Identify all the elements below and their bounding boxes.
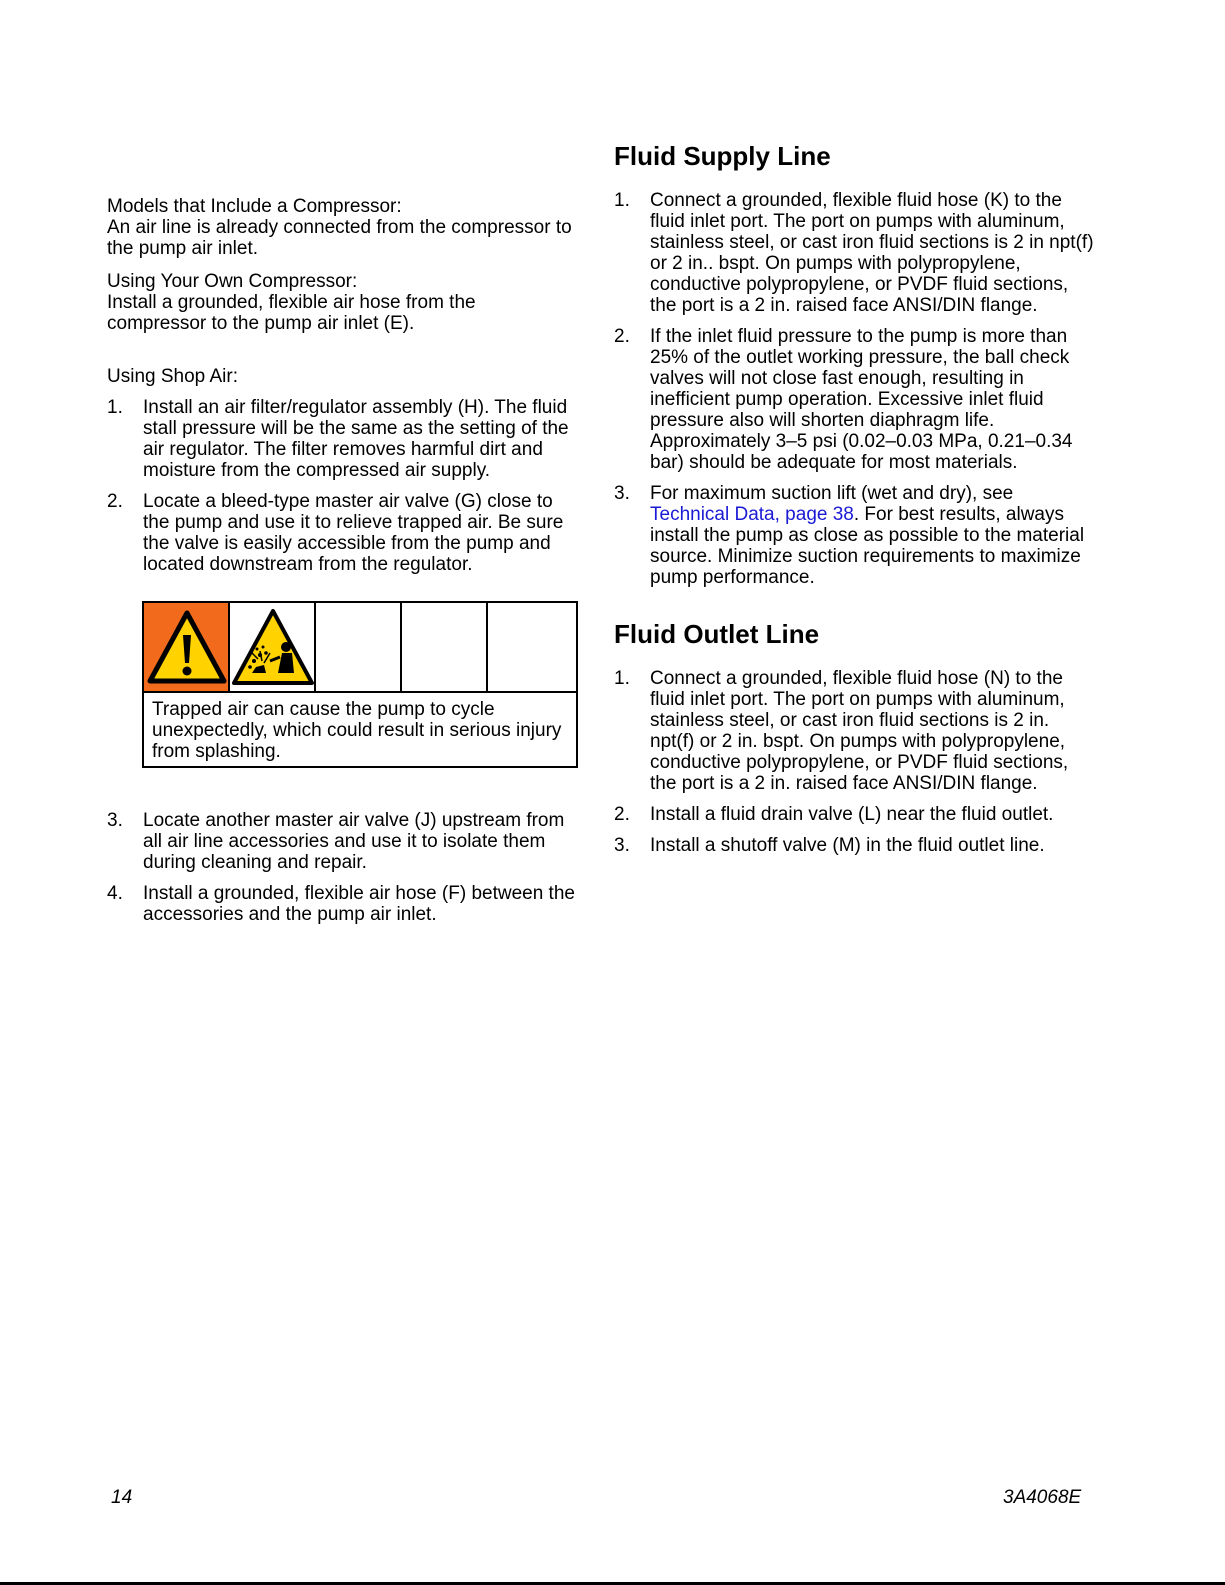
technical-data-link[interactable]: Technical Data, page 38 — [650, 504, 854, 525]
warning-box — [142, 601, 578, 768]
shop-air-heading: Using Shop Air — [107, 366, 233, 387]
list-item: 3. Locate another master air valve (J) upstream from all air line accessories and use it to isolate them during cleaning and repair. — [107, 810, 565, 873]
empty-symbol-cell — [488, 603, 576, 691]
fluid-outlet-heading: Fluid Outlet Line — [614, 619, 820, 649]
list-item: 1. Connect a grounded, flexible fluid hose (K) to the fluid inlet port. The port on pumps with aluminum, stainless steel, or cast iron fluid sections is 2 in npt(f) or 2 in.. bspt. On pumps with polypropylene, conductive polypropylene, or PVDF fluid sections, the port is a 2 in. raised face ANSI/DIN flange. — [614, 190, 1094, 316]
document-number: 3A4068E — [1003, 1487, 1082, 1508]
models-heading: Models that Include a Compressor — [107, 196, 397, 217]
fluid-supply-heading: Fluid Supply Line — [614, 141, 831, 171]
own-compressor-section: Using Your Own Compressor: Install a grounded, flexible air hose from the compressor to the pump air inlet (E). — [107, 271, 577, 334]
shop-air-steps-continued — [107, 810, 577, 925]
models-text: An air line is already connected from the compressor to the pump air inlet. — [107, 217, 572, 259]
fluid-outlet-steps — [614, 668, 1094, 856]
shop-air-steps — [107, 397, 577, 575]
list-item: 2. Locate a bleed-type master air valve (G) close to the pump and use it to relieve trapped air. Be sure the valve is easily accessible from the pump and located downstream from the regulator. — [107, 491, 564, 575]
page-number: 14 — [111, 1487, 133, 1508]
exclamation-warning-icon — [144, 603, 230, 691]
list-item: 2. If the inlet fluid pressure to the pump is more than 25% of the outlet working pressure, the ball check valves will not close fast enough, resulting in inefficient pump operation. Excessive inlet fluid pressure also will shorten diaphragm life. Approximately 3–5 psi (0.02–0.03 MPa, 0.21–0.34 bar) should be adequate for most materials. — [614, 326, 1073, 473]
list-item: 4. Install a grounded, flexible air hose (F) between the accessories and the pump air inlet. — [107, 883, 575, 925]
left-column: Models that Include a Compressor: An air line is already connected from the compressor to the pump air inlet. Using Your Own Compressor: Install a grounded, flexible air hose from the compressor to the pump air inlet (E). Using Shop Air: 1. Install an air filter/regulator assembly (H). The fluid stall pressure will be the same as the setting of the air regulator. The filter removes harmful dirt and moisture from the compressed air supply. 2. Locate a bleed-type master air valve (G) close to the pump and use it to relieve trapped air. Be sure the valve is easily accessible from the pump and located downstream from the regulator. Trapped air can cause the pump to cycle unexpectedly, which could result in serious injury from splashing. 3. Locate another master air valve (J) upstream from all air line accessories and use it to isolate them during cleaning and repair. 4. Install a grounded, flexible air hose (F) between the accessories and the pump air inlet. — [107, 196, 577, 935]
empty-symbol-cell — [316, 603, 402, 691]
list-item: 1. Install an air filter/regulator assembly (H). The fluid stall pressure will be the same as the setting of the air regulator. The filter removes harmful dirt and moisture from the compressed air supply. — [107, 397, 569, 481]
list-item: 1. Connect a grounded, flexible fluid hose (N) to the fluid inlet port. The port on pumps with aluminum, stainless steel, or cast iron fluid sections is 2 in. npt(f) or 2 in. bspt. On pumps with polypropylene, conductive polypropylene, or PVDF fluid sections, the port is a 2 in. raised face ANSI/DIN flange. — [614, 668, 1069, 794]
list-item: 3. Install a shutoff valve (M) in the fluid outlet line. — [614, 835, 1045, 856]
right-column — [614, 140, 1094, 866]
own-compressor-text: Install a grounded, flexible air hose from the compressor to the pump air inlet (E). — [107, 292, 476, 334]
models-section: Models that Include a Compressor: An air line is already connected from the compressor to the pump air inlet. — [107, 196, 577, 259]
empty-symbol-cell — [402, 603, 488, 691]
list-item: 3. For maximum suction lift (wet and dry), see Technical Data, page 38. For best results, always install the pump as close as possible to the material source. Minimize suction requirements to maximize pump performance. — [614, 483, 1085, 588]
splash-hazard-icon — [230, 603, 316, 691]
list-item: 2. Install a fluid drain valve (L) near the fluid outlet. — [614, 804, 1054, 825]
warning-text: Trapped air can cause the pump to cycle unexpectedly, which could result in serious injury from splashing. — [152, 699, 562, 762]
own-compressor-heading: Using Your Own Compressor — [107, 271, 352, 292]
fluid-supply-steps — [614, 190, 1094, 588]
